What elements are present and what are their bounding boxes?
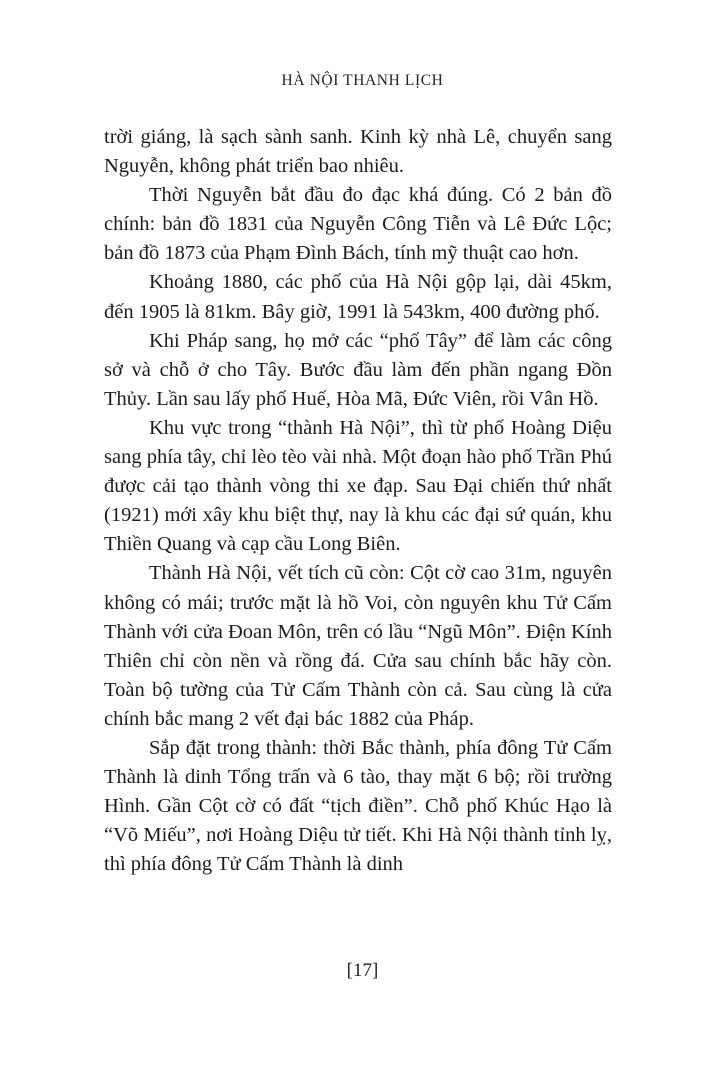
- paragraph: Khu vực trong “thành Hà Nội”, thì từ phố Hoàng Diệu sang phía tây, chỉ lèo tèo vài nhà. Một đoạn hào phố Trần Phú được cải tạo thành vòng thi xe đạp. Sau Đại chiến thứ nhất (1921) mới xây khu biệt thự, nay là khu các đại sứ quán, khu Thiền Quang và cạp cầu Long Biên.: [104, 416, 612, 556]
- paragraph: Thành Hà Nội, vết tích cũ còn: Cột cờ cao 31m, nguyên không có mái; trước mặt là hồ Voi, còn nguyên khu Tử Cấm Thành với cửa Đoan Môn, trên có lầu “Ngũ Môn”. Điện Kính Thiên chỉ còn nền và rồng đá. Cửa sau chính bắc hãy còn. Toàn bộ tường của Tử Cấm Thành còn cả. Sau cùng là cửa chính bắc mang 2 vết đại bác 1882 của Pháp.: [104, 562, 612, 730]
- page-number: [17]: [346, 960, 379, 981]
- running-head: HÀ NỘI THANH LỊCH: [281, 72, 444, 89]
- paragraph-continued: trời giáng, là sạch sành sanh. Kinh kỳ nhà Lê, chuyển sang Nguyễn, không phát triển bao nhiêu.: [104, 126, 612, 178]
- paragraph: Sắp đặt trong thành: thời Bắc thành, phía đông Tử Cấm Thành là dinh Tổng trấn và 6 tào, thay mặt 6 bộ; rồi trường Hình. Gần Cột cờ có đất “tịch điền”. Chỗ phố Khúc Hạo là “Võ Miếu”, nơi Hoàng Diệu tử tiết. Khi Hà Nội thành tỉnh lỵ, thì phía đông Tử Cấm Thành là dinh: [104, 736, 612, 876]
- paragraph: Thời Nguyễn bắt đầu đo đạc khá đúng. Có 2 bản đồ chính: bản đồ 1831 của Nguyễn Công Tiễn và Lê Đức Lộc; bản đồ 1873 của Phạm Đình Bách, tính mỹ thuật cao hơn.: [104, 184, 612, 265]
- body-text: [104, 123, 612, 879]
- paragraph: Khoảng 1880, các phố của Hà Nội gộp lại, dài 45km, đến 1905 là 81km. Bây giờ, 1991 là 543km, 400 đường phố.: [104, 271, 612, 323]
- paragraph: Khi Pháp sang, họ mở các “phố Tây” để làm các công sở và chỗ ở cho Tây. Bước đầu làm đến phần ngang Đồn Thủy. Lần sau lấy phố Huế, Hòa Mã, Đức Viên, rồi Vân Hồ.: [104, 329, 612, 410]
